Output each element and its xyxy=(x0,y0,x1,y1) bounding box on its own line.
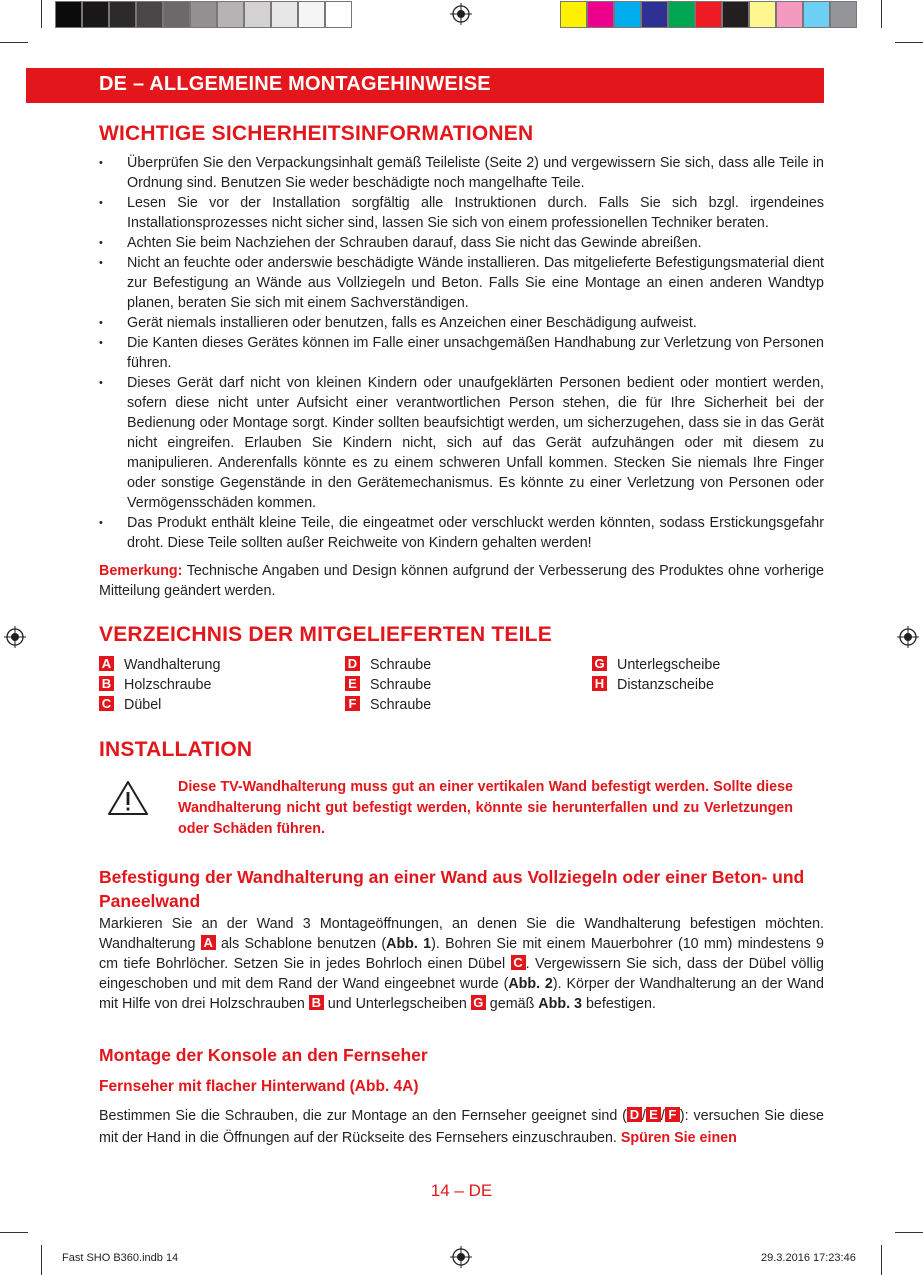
list-item: • Nicht an feuchte oder anderswie beschädigte Wände installieren. Das mitgelieferte Befestigungsmaterial dient zur Befestigung an Wände aus Vollziegeln und Beton. Falls Sie eine Montage an einen anderen Wandtyp planen, beraten Sie sich mit einem Sachverständigen. xyxy=(99,253,824,313)
paragraph-text: Markieren Sie an der Wand 3 Montageöffnungen, an denen Sie die Wandhalterung befestigen möchten. Wandhalterung xyxy=(99,916,824,952)
safety-list-block xyxy=(99,153,824,553)
part-name: Unterlegscheibe xyxy=(617,657,721,673)
paragraph-text: ). Körper der Wandhalterung an der Wand mit Hilfe von drei Holzschrauben xyxy=(99,976,824,1012)
list-item xyxy=(592,656,720,676)
part-letter-badge: D xyxy=(345,656,360,671)
list-item xyxy=(592,676,720,696)
note-text: Technische Angaben und Design können aufgrund der Verbesserung des Produktes ohne vorherige Mitteilung geändert werden. xyxy=(99,563,824,599)
section-banner xyxy=(26,68,824,103)
registration-mark-icon xyxy=(897,626,919,648)
figure-reference: Abb. 2 xyxy=(508,976,553,992)
warning-text: Diese TV-Wandhalterung muss gut an einer vertikalen Wand befestigt werden. Sollte diese Wandhalterung nicht gut befestigt werden, könnte sie herunterfallen und zu Verletzungen oder Schäden führen. xyxy=(178,779,793,837)
figure-reference: Abb. 1 xyxy=(386,936,432,952)
paragraph-text: befestigen. xyxy=(581,996,656,1012)
print-footer-timestamp: 29.3.2016 17:23:46 xyxy=(761,1252,856,1264)
part-letter-badge: B xyxy=(99,676,114,691)
part-letter-badge: F xyxy=(345,696,360,711)
part-letter-badge: H xyxy=(592,676,607,691)
parts-column xyxy=(345,656,431,716)
registration-mark-icon xyxy=(450,3,472,25)
part-name: Wandhalterung xyxy=(124,657,221,673)
registration-mark-icon xyxy=(450,1246,472,1268)
flat-tv-paragraph xyxy=(99,1105,824,1149)
note-paragraph xyxy=(99,561,824,601)
print-footer-file: Fast SHO B360.indb 14 xyxy=(62,1252,179,1264)
part-letter-badge: E xyxy=(345,676,360,691)
part-letter-badge: A xyxy=(201,935,216,950)
part-name: Distanzscheibe xyxy=(617,677,714,693)
separator: / xyxy=(641,1108,646,1124)
part-name: Schraube xyxy=(370,657,432,673)
list-item: • Die Kanten dieses Gerätes können im Falle einer unsachgemäßen Handhabung zur Verletzung von Personen führen. xyxy=(99,333,824,373)
note-label: Bemerkung: xyxy=(99,563,183,579)
emphasis-text: Spüren Sie einen xyxy=(620,1130,737,1146)
list-item xyxy=(99,696,220,716)
part-letter-badge: G xyxy=(592,656,607,671)
part-name: Dübel xyxy=(124,697,162,713)
paragraph-text: ). Bohren Sie mit einem Mauerbohrer (10 mm) mindestens 9 cm tiefe Bohrlöcher. Setzen Sie in jedes Bohrloch einen Dübel xyxy=(99,936,824,972)
paragraph-text: als Schablone benutzen ( xyxy=(215,936,387,952)
part-letter-badge: D xyxy=(627,1107,642,1122)
list-item xyxy=(99,676,220,696)
flat-tv-heading: Fernseher mit flacher Hinterwand (Abb. 4A) xyxy=(99,1078,419,1095)
part-letter-badge: C xyxy=(511,955,526,970)
list-item xyxy=(99,656,220,676)
part-name: Schraube xyxy=(370,697,432,713)
list-item: • Gerät niemals installieren oder benutzen, falls es Anzeichen einer Beschädigung aufweist. xyxy=(99,313,824,333)
part-letter-badge: F xyxy=(665,1107,680,1122)
part-letter-badge: C xyxy=(99,696,114,711)
wall-mount-paragraph xyxy=(99,914,824,1014)
list-item: • Achten Sie beim Nachziehen der Schrauben darauf, dass Sie nicht das Gewinde abreißen. xyxy=(99,233,824,253)
installation-heading: INSTALLATION xyxy=(99,738,253,761)
paragraph-text: gemäß xyxy=(485,996,539,1012)
part-letter-badge: E xyxy=(646,1107,661,1122)
list-item xyxy=(345,656,431,676)
wall-mount-heading: Befestigung der Wandhalterung an einer Wand aus Vollziegeln oder einer Beton- und Paneelwand xyxy=(99,867,805,911)
page-number: 14 – DE xyxy=(430,1181,493,1200)
part-name: Holzschraube xyxy=(124,677,212,693)
warning-triangle-icon xyxy=(107,780,149,816)
paragraph-text: ): versuchen Sie diese mit der Hand in die Öffnungen auf der Rückseite des Fernsehers einzuschrauben. xyxy=(99,1108,824,1146)
part-letter-badge: G xyxy=(471,995,486,1010)
parts-column xyxy=(99,656,220,716)
paragraph-text: und Unterlegscheiben xyxy=(323,996,471,1012)
part-letter-badge: A xyxy=(99,656,114,671)
list-item: • Dieses Gerät darf nicht von kleinen Kindern oder unaufgeklärten Personen bedient oder montiert werden, sofern diese nicht unter Aufsicht einer verantwortlichen Person stehen, die für Ihre Sicherheit bei der Bedienung oder Montage sorgt. Kinder sollten beaufsichtigt werden, um sicherzugehen, dass sie in das Gerät nicht eingreifen. Erlauben Sie Kindern nicht, sich auf das Gerät aufzuhängen oder mit diesem zu manipulieren. Anderenfalls könnte es zu einem schweren Unfall kommen. Stecken Sie niemals Ihre Finger oder sonstige Gegenstände in den Gerätemechanismus. Es könnte zu einer Verletzung von Personen oder Vermögensschäden kommen. xyxy=(99,373,824,513)
part-letter-badge: B xyxy=(309,995,324,1010)
safety-heading: WICHTIGE SICHERHEITSINFORMATIONEN xyxy=(99,122,534,145)
paragraph-text: Bestimmen Sie die Schrauben, die zur Montage an den Fernseher geeignet sind ( xyxy=(99,1108,627,1124)
parts-heading: VERZEICHNIS DER MITGELIEFERTEN TEILE xyxy=(99,623,552,646)
safety-list xyxy=(99,153,824,553)
registration-mark-icon xyxy=(4,626,26,648)
console-mount-heading: Montage der Konsole an den Fernseher xyxy=(99,1045,428,1065)
list-item xyxy=(345,676,431,696)
figure-reference: Abb. 3 xyxy=(538,996,582,1012)
list-item xyxy=(345,696,431,716)
separator: / xyxy=(660,1108,665,1124)
list-item: • Das Produkt enthält kleine Teile, die eingeatmet oder verschluckt werden könnten, sodass Erstickungsgefahr droht. Diese Teile sollten außer Reichweite von Kindern gehalten werden! xyxy=(99,513,824,553)
part-name: Schraube xyxy=(370,677,432,693)
paragraph-text: . Vergewissern Sie sich, dass der Dübel völlig eingeschoben und mit dem Rand der Wand eingeebnet wurde ( xyxy=(99,956,824,992)
banner-title: DE – ALLGEMEINE MONTAGEHINWEISE xyxy=(99,73,491,95)
parts-column xyxy=(592,656,720,696)
list-item: • Überprüfen Sie den Verpackungsinhalt gemäß Teileliste (Seite 2) und vergewissern Sie sich, dass alle Teile in Ordnung sind. Benutzen Sie weder beschädigte noch mangelhafte Teile. xyxy=(99,153,824,193)
list-item: • Lesen Sie vor der Installation sorgfältig alle Instruktionen durch. Falls Sie sich bzgl. irgendeines Installationsprozesses nicht sicher sind, lassen Sie sich von einem professionellen Techniker beraten. xyxy=(99,193,824,233)
